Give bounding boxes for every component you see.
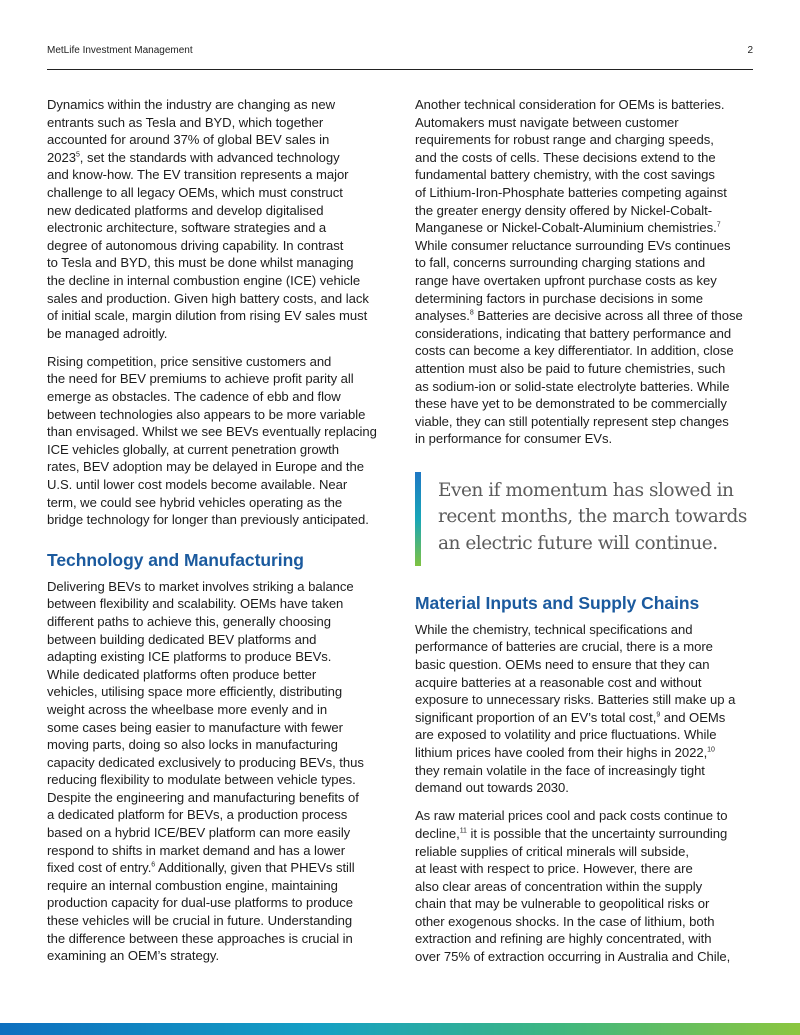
pull-quote [415, 472, 760, 566]
pull-quote-text: Even if momentum has slowed in recent months, the march towards an electric future will continue. [438, 479, 747, 554]
right-column [415, 96, 760, 976]
page-number: 2 [747, 45, 753, 56]
paragraph-batteries: Another technical consideration for OEMs is batteries. Automakers must navigate between customer requirements for robust range and charging speeds, and the costs of cells. These decisions extend to the fundamental battery chemistry, with the cost savings of Lithium-Iron-Phosphate batteries competing against the greater energy density offered by Nickel-Cobalt- Manganese or Nickel-Cobalt-Aluminium chemistries.$^7$ While consumer reluctance surrounding EVs continues to fall, concerns surrounding charging stations and range have overtaken upfront purchase costs as key determining factors in purchase decisions in some analyses.$^8$ Batteries are decisive across all three of those considerations, indicating that battery performance and costs can become a key differentiator. In addition, close attention must also be paid to future chemistries, such as sodium-ion or solid-state electrolyte batteries. While these have yet to be demonstrated to be commercially viable, they can still potentially represent step changes in performance for consumer EVs. [415, 97, 743, 447]
footnote-ref: 5 [75, 151, 80, 159]
section-heading-material-inputs: Material Inputs and Supply Chains [415, 592, 700, 613]
header-org-name: MetLife Investment Management [47, 45, 193, 56]
page-header [47, 42, 753, 70]
paragraph-delivering-bevs: Delivering BEVs to market involves striking a balance between flexibility and scalability. OEMs have taken different paths to achieve this, generally choosing between building dedicated BEV platforms and adapting existing ICE platforms to produce BEVs. While dedicated platforms often produce better vehicles, utilising space more efficiently, distributing weight across the wheelbase more evenly and in some cases being easier to manufacture with fewer moving parts, doing so also locks in manufacturing capacity dedicated exclusively to producing BEVs, thus reducing flexibility to modulate between vehicle types. Despite the engineering and manufacturing benefits of a dedicated platform for BEVs, a production process based on a hybrid ICE/BEV platform can more easily respond to shifts in market demand and has a lower fixed cost of entry.$^6$ Additionally, given that PHEVs still require an internal combustion engine, maintaining production capacity for dual-use platforms to produce these vehicles will be crucial in future. Understanding the difference between these approaches is crucial in examining an OEM’s strategy. [47, 578, 364, 964]
footnote-ref: 11 [459, 827, 467, 835]
footnote-ref: 6 [151, 861, 156, 869]
footnote-ref: 10 [707, 746, 715, 754]
footnote-ref: 9 [656, 711, 661, 719]
footnote-ref: 7 [716, 221, 721, 229]
paragraph-industry-dynamics: Dynamics within the industry are changing as new entrants such as Tesla and BYD, which together accounted for around 37% of global BEV sales in 2023$^5$, set the standards with advanced technology and know-how. The EV transition represents a major challenge to all legacy OEMs, which must construct new dedicated platforms and develop digitalised electronic architecture, software strategies and a degree of autonomous driving capability. In contrast to Tesla and BYD, this must be done whilst managing the decline in internal combustion engine (ICE) vehicle sales and production. Given high battery costs, and lack of initial scale, margin dilution from rising EV sales must be managed adroitly. [47, 97, 369, 341]
paragraph-raw-material-prices: As raw material prices cool and pack costs continue to decline,$^{11}$ it is possible that the uncertainty surrounding reliable supplies of critical minerals will subside, at least with respect to price. However, there are also clear areas of concentration within the supply chain that may be vulnerable to geopolitical risks or other exogenous shocks. In the case of lithium, both extraction and refining are highly concentrated, with over 75% of extraction occurring in Australia and Chile, [415, 808, 731, 965]
footer-gradient-bar [0, 1023, 800, 1035]
footnote-ref: 8 [469, 309, 474, 317]
pull-quote-accent-bar [415, 472, 421, 566]
paragraph-rising-competition: Rising competition, price sensitive customers and the need for BEV premiums to achieve profit parity all emerge as obstacles. The cadence of ebb and flow between technologies also appears to be more variable than envisaged. Whilst we see BEVs eventually replacing ICE vehicles globally, at current penetration growth rates, BEV adoption may be delayed in Europe and the U.S. until lower cost models become available. Near term, we could see hybrid vehicles operating as the bridge technology for longer than previously anticipated. [47, 353, 377, 528]
section-heading-technology: Technology and Manufacturing [47, 549, 304, 570]
left-column [47, 96, 392, 975]
paragraph-chemistry: While the chemistry, technical specifications and performance of batteries are crucial, there is a more basic question. OEMs need to ensure that they can acquire batteries at a reasonable cost and without exposure to unnecessary risks. Batteries still make up a significant proportion of an EV’s total cost,$^9$ and OEMs are exposed to volatility and price fluctuations. While lithium prices have cooled from their highs in 2022,10 they remain volatile in the face of increasingly tight demand out towards 2030. [415, 621, 736, 796]
